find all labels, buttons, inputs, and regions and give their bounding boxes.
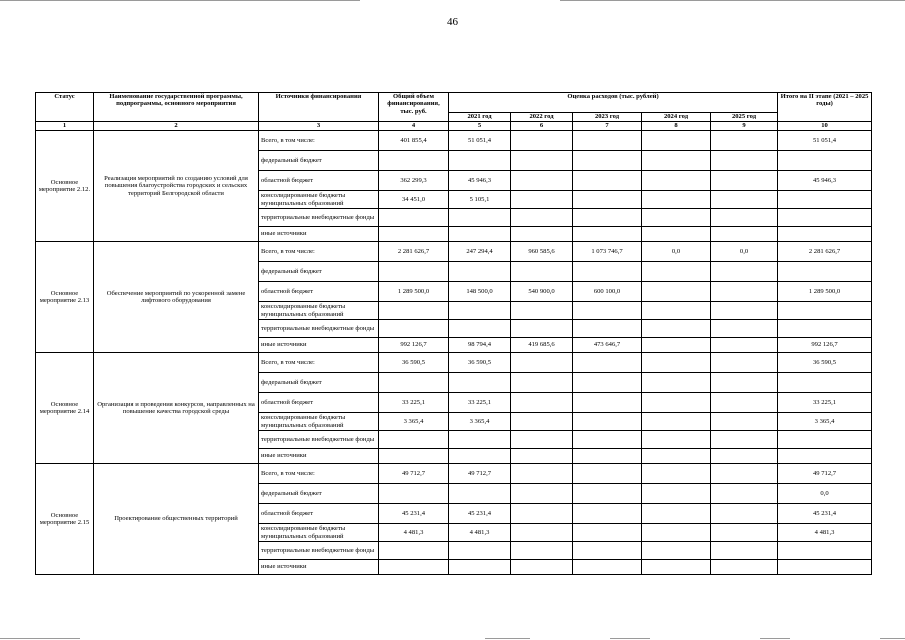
year-2024-cell — [642, 320, 711, 338]
year-2024-cell — [642, 262, 711, 282]
stage-total-cell — [778, 227, 872, 242]
source-cell: федеральный бюджет — [259, 373, 379, 393]
column-number: 2 — [94, 122, 259, 131]
stage-total-cell: 51 051,4 — [778, 131, 872, 151]
year-2022-cell — [511, 464, 573, 484]
year-2021-cell — [449, 227, 511, 242]
year-2024-cell — [642, 171, 711, 191]
stage-total-cell — [778, 560, 872, 575]
year-2021-cell: 148 500,0 — [449, 282, 511, 302]
table-body — [36, 131, 872, 575]
source-cell: Всего, в том числе: — [259, 464, 379, 484]
total-cell — [379, 209, 449, 227]
header-year: 2021 год — [449, 113, 511, 122]
header-total: Общий объем финансирования, тыс. руб. — [379, 93, 449, 122]
year-2025-cell — [711, 338, 778, 353]
top-edge-line — [560, 0, 905, 1]
year-2021-cell — [449, 373, 511, 393]
source-cell: областной бюджет — [259, 393, 379, 413]
bottom-edge-line — [760, 638, 790, 639]
year-2023-cell — [573, 227, 642, 242]
total-cell — [379, 449, 449, 464]
year-2023-cell — [573, 151, 642, 171]
year-2024-cell — [642, 431, 711, 449]
year-2025-cell: 0,0 — [711, 242, 778, 262]
source-cell: территориальные внебюджетные фонды — [259, 431, 379, 449]
year-2021-cell: 5 105,1 — [449, 191, 511, 209]
year-2024-cell — [642, 353, 711, 373]
year-2024-cell — [642, 151, 711, 171]
source-cell: консолидированные бюджеты муниципальных образований — [259, 302, 379, 320]
year-2022-cell — [511, 227, 573, 242]
year-2022-cell — [511, 542, 573, 560]
year-2021-cell — [449, 542, 511, 560]
header-status: Статус — [36, 93, 94, 122]
column-number: 3 — [259, 122, 379, 131]
year-2023-cell — [573, 484, 642, 504]
stage-total-cell: 45 946,3 — [778, 171, 872, 191]
stage-total-cell: 3 365,4 — [778, 413, 872, 431]
source-cell: федеральный бюджет — [259, 151, 379, 171]
header-stage-total: Итого на II этапе (2021 – 2025 годы) — [778, 93, 872, 122]
year-2025-cell — [711, 282, 778, 302]
year-2022-cell — [511, 393, 573, 413]
source-cell: иные источники — [259, 338, 379, 353]
stage-total-cell: 36 590,5 — [778, 353, 872, 373]
top-edge-line — [0, 0, 360, 1]
stage-total-cell: 33 225,1 — [778, 393, 872, 413]
source-cell: Всего, в том числе: — [259, 242, 379, 262]
source-cell: иные источники — [259, 227, 379, 242]
source-cell: областной бюджет — [259, 171, 379, 191]
year-2021-cell: 45 946,3 — [449, 171, 511, 191]
total-cell — [379, 262, 449, 282]
year-2025-cell — [711, 484, 778, 504]
source-cell: консолидированные бюджеты муниципальных образований — [259, 191, 379, 209]
stage-total-cell — [778, 542, 872, 560]
column-number: 4 — [379, 122, 449, 131]
column-number: 10 — [778, 122, 872, 131]
stage-total-cell: 45 231,4 — [778, 504, 872, 524]
year-2025-cell — [711, 542, 778, 560]
year-2023-cell: 600 100,0 — [573, 282, 642, 302]
year-2021-cell: 51 051,4 — [449, 131, 511, 151]
year-2024-cell — [642, 302, 711, 320]
year-2023-cell — [573, 209, 642, 227]
table-row — [36, 131, 872, 151]
year-2023-cell — [573, 431, 642, 449]
total-cell: 34 451,0 — [379, 191, 449, 209]
stage-total-cell: 49 712,7 — [778, 464, 872, 484]
year-2023-cell — [573, 542, 642, 560]
year-2022-cell — [511, 353, 573, 373]
source-cell: иные источники — [259, 449, 379, 464]
total-cell: 1 289 500,0 — [379, 282, 449, 302]
year-2025-cell — [711, 449, 778, 464]
year-2021-cell — [449, 151, 511, 171]
program-name-cell: Обеспечение мероприятий по ускоренной замене лифтового оборудования — [94, 242, 259, 353]
year-2021-cell — [449, 560, 511, 575]
year-2021-cell: 49 712,7 — [449, 464, 511, 484]
source-cell: Всего, в том числе: — [259, 353, 379, 373]
year-2023-cell: 1 073 746,7 — [573, 242, 642, 262]
year-2022-cell — [511, 191, 573, 209]
column-number: 5 — [449, 122, 511, 131]
total-cell — [379, 560, 449, 575]
year-2025-cell — [711, 302, 778, 320]
stage-total-cell — [778, 262, 872, 282]
year-2022-cell — [511, 171, 573, 191]
total-cell: 33 225,1 — [379, 393, 449, 413]
header-sources: Источники финансирования — [259, 93, 379, 122]
source-cell: территориальные внебюджетные фонды — [259, 320, 379, 338]
year-2023-cell — [573, 449, 642, 464]
stage-total-cell: 1 289 500,0 — [778, 282, 872, 302]
year-2022-cell: 419 685,6 — [511, 338, 573, 353]
year-2021-cell — [449, 209, 511, 227]
year-2022-cell — [511, 413, 573, 431]
year-2023-cell — [573, 393, 642, 413]
status-cell: Основное мероприятие 2.15 — [36, 464, 94, 575]
table-row — [36, 242, 872, 262]
header-year: 2025 год — [711, 113, 778, 122]
year-2024-cell: 0,0 — [642, 242, 711, 262]
program-name-cell: Организация и проведения конкурсов, направленных на повышение качества городской среды — [94, 353, 259, 464]
year-2022-cell — [511, 431, 573, 449]
year-2023-cell — [573, 262, 642, 282]
year-2021-cell: 4 481,3 — [449, 524, 511, 542]
year-2024-cell — [642, 131, 711, 151]
year-2022-cell: 960 585,6 — [511, 242, 573, 262]
stage-total-cell — [778, 373, 872, 393]
stage-total-cell — [778, 209, 872, 227]
status-cell: Основное мероприятие 2.14 — [36, 353, 94, 464]
source-cell: территориальные внебюджетные фонды — [259, 209, 379, 227]
header-estimate: Оценка расходов (тыс. рублей) — [449, 93, 778, 113]
page-number: 46 — [447, 16, 458, 28]
year-2022-cell — [511, 262, 573, 282]
year-2024-cell — [642, 524, 711, 542]
year-2023-cell — [573, 320, 642, 338]
source-cell: Всего, в том числе: — [259, 131, 379, 151]
stage-total-cell: 4 481,3 — [778, 524, 872, 542]
year-2021-cell — [449, 431, 511, 449]
header-year: 2023 год — [573, 113, 642, 122]
total-cell: 362 299,3 — [379, 171, 449, 191]
total-cell: 2 281 626,7 — [379, 242, 449, 262]
year-2022-cell: 540 900,0 — [511, 282, 573, 302]
year-2025-cell — [711, 171, 778, 191]
source-cell: иные источники — [259, 560, 379, 575]
year-2024-cell — [642, 484, 711, 504]
column-number: 7 — [573, 122, 642, 131]
stage-total-cell: 992 126,7 — [778, 338, 872, 353]
source-cell: федеральный бюджет — [259, 262, 379, 282]
year-2022-cell — [511, 302, 573, 320]
year-2025-cell — [711, 413, 778, 431]
source-cell: федеральный бюджет — [259, 484, 379, 504]
total-cell — [379, 151, 449, 171]
year-2022-cell — [511, 320, 573, 338]
source-cell: областной бюджет — [259, 504, 379, 524]
year-2025-cell — [711, 209, 778, 227]
source-cell: консолидированные бюджеты муниципальных образований — [259, 413, 379, 431]
year-2025-cell — [711, 227, 778, 242]
header-year: 2022 год — [511, 113, 573, 122]
year-2024-cell — [642, 191, 711, 209]
bottom-edge-line — [485, 638, 530, 639]
year-2025-cell — [711, 504, 778, 524]
year-2022-cell — [511, 209, 573, 227]
stage-total-cell — [778, 449, 872, 464]
table-row — [36, 464, 872, 484]
year-2021-cell — [449, 320, 511, 338]
year-2024-cell — [642, 413, 711, 431]
stage-total-cell — [778, 431, 872, 449]
total-cell — [379, 227, 449, 242]
stage-total-cell — [778, 302, 872, 320]
year-2024-cell — [642, 560, 711, 575]
total-cell: 992 126,7 — [379, 338, 449, 353]
year-2022-cell — [511, 484, 573, 504]
year-2025-cell — [711, 431, 778, 449]
year-2021-cell — [449, 262, 511, 282]
year-2021-cell: 3 365,4 — [449, 413, 511, 431]
year-2022-cell — [511, 131, 573, 151]
total-cell — [379, 542, 449, 560]
year-2025-cell — [711, 524, 778, 542]
stage-total-cell — [778, 151, 872, 171]
year-2024-cell — [642, 393, 711, 413]
year-2024-cell — [642, 282, 711, 302]
year-2023-cell — [573, 504, 642, 524]
year-2021-cell — [449, 484, 511, 504]
year-2023-cell — [573, 524, 642, 542]
total-cell: 4 481,3 — [379, 524, 449, 542]
year-2024-cell — [642, 464, 711, 484]
bottom-edge-line — [610, 638, 650, 639]
source-cell: областной бюджет — [259, 282, 379, 302]
year-2021-cell: 33 225,1 — [449, 393, 511, 413]
year-2023-cell — [573, 373, 642, 393]
year-2023-cell — [573, 413, 642, 431]
year-2021-cell — [449, 449, 511, 464]
year-2024-cell — [642, 227, 711, 242]
total-cell — [379, 320, 449, 338]
column-number: 1 — [36, 122, 94, 131]
year-2024-cell — [642, 373, 711, 393]
year-2024-cell — [642, 449, 711, 464]
source-cell: территориальные внебюджетные фонды — [259, 542, 379, 560]
year-2023-cell — [573, 302, 642, 320]
stage-total-cell: 0,0 — [778, 484, 872, 504]
year-2021-cell: 98 794,4 — [449, 338, 511, 353]
year-2023-cell — [573, 560, 642, 575]
table-row — [36, 353, 872, 373]
year-2023-cell — [573, 464, 642, 484]
year-2025-cell — [711, 560, 778, 575]
year-2024-cell — [642, 338, 711, 353]
year-2021-cell: 247 294,4 — [449, 242, 511, 262]
status-cell: Основное мероприятие 2.12. — [36, 131, 94, 242]
stage-total-cell — [778, 191, 872, 209]
year-2021-cell: 36 590,5 — [449, 353, 511, 373]
year-2025-cell — [711, 464, 778, 484]
year-2022-cell — [511, 560, 573, 575]
year-2025-cell — [711, 191, 778, 209]
year-2024-cell — [642, 542, 711, 560]
year-2025-cell — [711, 151, 778, 171]
total-cell: 36 590,5 — [379, 353, 449, 373]
year-2022-cell — [511, 504, 573, 524]
total-cell — [379, 302, 449, 320]
year-2022-cell — [511, 373, 573, 393]
bottom-edge-line — [880, 638, 905, 639]
header-year: 2024 год — [642, 113, 711, 122]
year-2023-cell: 473 646,7 — [573, 338, 642, 353]
year-2025-cell — [711, 353, 778, 373]
total-cell — [379, 431, 449, 449]
total-cell — [379, 373, 449, 393]
year-2022-cell — [511, 151, 573, 171]
year-2023-cell — [573, 131, 642, 151]
total-cell — [379, 484, 449, 504]
year-2023-cell — [573, 353, 642, 373]
total-cell: 49 712,7 — [379, 464, 449, 484]
program-name-cell: Проектирование общественных территорий — [94, 464, 259, 575]
year-2025-cell — [711, 393, 778, 413]
year-2025-cell — [711, 373, 778, 393]
year-2023-cell — [573, 191, 642, 209]
stage-total-cell — [778, 320, 872, 338]
column-number: 6 — [511, 122, 573, 131]
year-2024-cell — [642, 504, 711, 524]
total-cell: 401 855,4 — [379, 131, 449, 151]
year-2021-cell: 45 231,4 — [449, 504, 511, 524]
status-cell: Основное мероприятие 2.13 — [36, 242, 94, 353]
year-2024-cell — [642, 209, 711, 227]
program-name-cell: Реализация мероприятий по созданию условий для повышения благоустройства городских и сельских территорий Белгородской области — [94, 131, 259, 242]
year-2022-cell — [511, 449, 573, 464]
year-2021-cell — [449, 302, 511, 320]
year-2025-cell — [711, 262, 778, 282]
bottom-edge-line — [0, 638, 80, 639]
column-number: 9 — [711, 122, 778, 131]
budget-table — [35, 92, 872, 575]
total-cell: 45 231,4 — [379, 504, 449, 524]
total-cell: 3 365,4 — [379, 413, 449, 431]
year-2025-cell — [711, 320, 778, 338]
source-cell: консолидированные бюджеты муниципальных образований — [259, 524, 379, 542]
stage-total-cell: 2 281 626,7 — [778, 242, 872, 262]
column-number: 8 — [642, 122, 711, 131]
year-2022-cell — [511, 524, 573, 542]
year-2023-cell — [573, 171, 642, 191]
header-program-name: Наименование государственной программы, подпрограммы, основного мероприятия — [94, 93, 259, 122]
year-2025-cell — [711, 131, 778, 151]
